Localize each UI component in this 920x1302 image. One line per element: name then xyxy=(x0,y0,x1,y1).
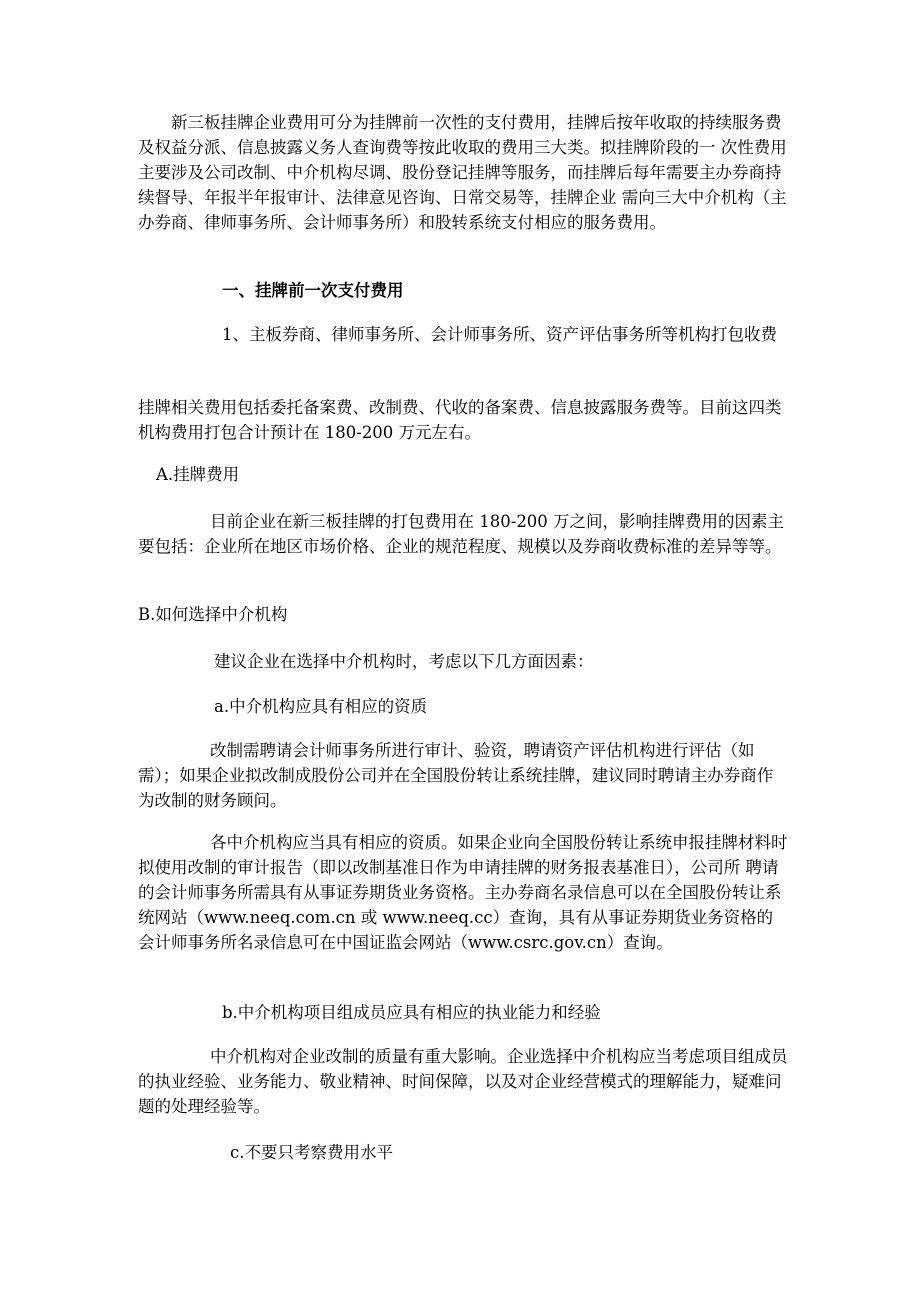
item-b-a-paragraph: 改制需聘请会计师事务所进行审计、验资，聘请资产评估机构进行评估（如需）；如果企业拟改制成股份公司并在全国股份转让系统挂牌，建议同时聘请主办券商作为改制的财务顾问。 xyxy=(138,741,774,810)
section-heading: 一、挂牌前一次支付费用 xyxy=(222,281,404,300)
item-b-b-heading: b.中介机构项目组成员应具有相应的执业能力和经验 xyxy=(222,1003,601,1022)
item-a-paragraph: 目前企业在新三板挂牌的打包费用在 180-200 万之间，影响挂牌费用的因素主要包括：企业所在地区市场价格、企业的规范程度、规模以及券商收费标准的差异等等。 xyxy=(138,512,785,556)
item-b-c-heading: c.不要只考察费用水平 xyxy=(230,1143,393,1162)
item-b-intro: 建议企业在选择中介机构时，考虑以下几方面因素： xyxy=(214,652,594,671)
fee-paragraph: 挂牌相关费用包括委托备案费、改制费、代收的备案费、信息披露服务费等。目前这四类机构费用打包合计预计在 180-200 万元左右。 xyxy=(138,398,782,442)
item-a-heading: A.挂牌费用 xyxy=(156,465,240,484)
item-b-a-paragraph-2: 各中介机构应当具有相应的资质。如果企业向全国股份转让系统申报挂牌材料时拟使用改制的审计报告（即以改制基准日作为申请挂牌的财务报表基准日），公司所 聘请的会计师事务所需具有从事证券期货业务资格。主办券商名录信息可以在全国股份转让系统网站（www.neeq.com.cn 或 www.neeq.cc）查询，具有从事证券期货业务资格的会计师事务所名录信息可在中国证监会网站（www.csrc.gov.cn）查询。 xyxy=(138,833,788,952)
subsection-heading-1: 1、主板券商、律师事务所、会计师事务所、资产评估事务所等机构打包收费 xyxy=(222,325,777,344)
item-b-b-paragraph: 中介机构对企业改制的质量有重大影响。企业选择中介机构应当考虑项目组成员的执业经验、业务能力、敬业精神、时间保障，以及对企业经营模式的理解能力，疑难问题的处理经验等。 xyxy=(138,1047,788,1116)
intro-paragraph: 新三板挂牌企业费用可分为挂牌前一次性的支付费用，挂牌后按年收取的持续服务费及权益分派、信息披露义务人查询费等按此收取的费用三大类。拟挂牌阶段的一 次性费用主要涉及公司改制、中介机构尽调、股份登记挂牌等服务，而挂牌后每年需要主办券商持续督导、年报半年报审计、法律意见咨询、日常交易等，挂牌企业 需向三大中介机构（主办券商、律师事务所、会计师事务所）和股转系统支付相应的服务费用。 xyxy=(138,113,787,232)
item-b-heading: B.如何选择中介机构 xyxy=(138,605,288,624)
item-b-a-heading: a.中介机构应具有相应的资质 xyxy=(214,697,428,716)
